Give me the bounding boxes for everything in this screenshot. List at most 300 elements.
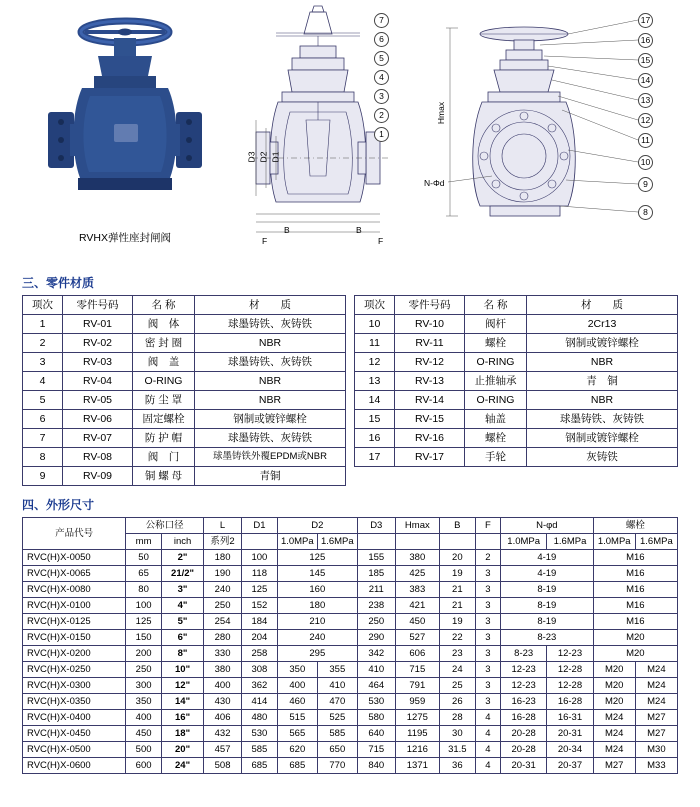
valve-section-drawing bbox=[248, 0, 428, 250]
cell-bolt-high: M24 bbox=[635, 678, 677, 694]
cell-d1: 685 bbox=[242, 758, 278, 774]
cell-material: 球墨铸铁、灰铸铁 bbox=[195, 315, 346, 334]
cell-bolt-low: M24 bbox=[593, 710, 635, 726]
col-code: 零件号码 bbox=[63, 296, 133, 315]
callout-14: 14 bbox=[638, 73, 653, 88]
cell-material: NBR bbox=[527, 353, 678, 372]
cell-inch: 6" bbox=[161, 630, 203, 646]
cell-name: 阀 门 bbox=[133, 448, 195, 467]
cell-bolt-low: M20 bbox=[593, 678, 635, 694]
dim-label-f-left: F bbox=[262, 236, 268, 246]
table-row bbox=[23, 726, 678, 742]
callout-13: 13 bbox=[638, 93, 653, 108]
cell-nd-low: 16-23 bbox=[501, 694, 547, 710]
cell-material: 灰铸铁 bbox=[527, 448, 678, 467]
cell-f: 4 bbox=[475, 742, 500, 758]
cell-d2-low: 400 bbox=[277, 678, 317, 694]
cell-no: 5 bbox=[23, 391, 63, 410]
cell-nd-low: 20-28 bbox=[501, 726, 547, 742]
cell-nd-high: 12-28 bbox=[547, 678, 593, 694]
cell-f: 2 bbox=[475, 550, 500, 566]
cell-l: 330 bbox=[204, 646, 242, 662]
cell-empty bbox=[355, 467, 395, 486]
table-row bbox=[23, 353, 346, 372]
cell-material: 2Cr13 bbox=[527, 315, 678, 334]
cell-code: RV-14 bbox=[395, 391, 465, 410]
cell-bolt-low: M24 bbox=[593, 742, 635, 758]
col-mm: mm bbox=[126, 534, 162, 550]
cell-material: 球墨铸铁、灰铸铁 bbox=[195, 429, 346, 448]
cell-name: 螺栓 bbox=[465, 334, 527, 353]
cell-d3: 155 bbox=[357, 550, 395, 566]
col-b-blank bbox=[439, 534, 475, 550]
callout-6: 6 bbox=[374, 32, 389, 47]
cell-d1: 184 bbox=[242, 614, 278, 630]
cell-hmax: 1275 bbox=[395, 710, 439, 726]
cell-mm: 450 bbox=[126, 726, 162, 742]
cell-name: 手轮 bbox=[465, 448, 527, 467]
dim-label-d2: D2 bbox=[258, 151, 269, 163]
cell-mm: 50 bbox=[126, 550, 162, 566]
table-row bbox=[23, 614, 678, 630]
cell-b: 24 bbox=[439, 662, 475, 678]
cell-bolt: M20 bbox=[593, 630, 677, 646]
cell-bolt-high: M24 bbox=[635, 662, 677, 678]
table-row bbox=[355, 353, 678, 372]
cell-d1: 308 bbox=[242, 662, 278, 678]
valve-section-figure bbox=[248, 0, 428, 250]
col-d2-low: 1.0MPa bbox=[277, 534, 317, 550]
cell-l: 380 bbox=[204, 662, 242, 678]
col-no: 项次 bbox=[23, 296, 63, 315]
cell-name: 固定螺栓 bbox=[133, 410, 195, 429]
cell-b: 21 bbox=[439, 598, 475, 614]
col-l-sub: 系列2 bbox=[204, 534, 242, 550]
table-row bbox=[23, 582, 678, 598]
cell-code: RV-02 bbox=[63, 334, 133, 353]
dim-label-b-left: B bbox=[284, 225, 290, 235]
cell-inch: 14" bbox=[161, 694, 203, 710]
cell-d2-high: 770 bbox=[317, 758, 357, 774]
cell-code: RVC(H)X-0050 bbox=[23, 550, 126, 566]
cell-mm: 500 bbox=[126, 742, 162, 758]
cell-mm: 65 bbox=[126, 566, 162, 582]
cell-d1: 362 bbox=[242, 678, 278, 694]
table-row bbox=[23, 467, 346, 486]
cell-d3: 250 bbox=[357, 614, 395, 630]
cell-bolt-low: M20 bbox=[593, 662, 635, 678]
valve-photo bbox=[10, 0, 240, 228]
cell-code: RV-15 bbox=[395, 410, 465, 429]
cell-l: 457 bbox=[204, 742, 242, 758]
table-row-empty bbox=[355, 467, 678, 486]
photo-caption: RVHX弹性座封闸阀 bbox=[79, 232, 171, 244]
cell-l: 432 bbox=[204, 726, 242, 742]
cell-l: 400 bbox=[204, 678, 242, 694]
cell-bolt-high: M24 bbox=[635, 694, 677, 710]
cell-b: 23 bbox=[439, 646, 475, 662]
cell-d2-low: 685 bbox=[277, 758, 317, 774]
cell-d3: 840 bbox=[357, 758, 395, 774]
cell-d2: 240 bbox=[277, 630, 357, 646]
cell-hmax: 791 bbox=[395, 678, 439, 694]
cell-nd-low: 8-23 bbox=[501, 646, 547, 662]
cell-b: 31.5 bbox=[439, 742, 475, 758]
cell-inch: 21/2" bbox=[161, 566, 203, 582]
cell-d1: 414 bbox=[242, 694, 278, 710]
col-b: B bbox=[439, 518, 475, 534]
cell-no: 4 bbox=[23, 372, 63, 391]
col-bolt-high: 1.6MPa bbox=[635, 534, 677, 550]
cell-inch: 16" bbox=[161, 710, 203, 726]
cell-no: 12 bbox=[355, 353, 395, 372]
callout-16: 16 bbox=[638, 33, 653, 48]
callout-5: 5 bbox=[374, 51, 389, 66]
cell-f: 3 bbox=[475, 598, 500, 614]
cell-inch: 4" bbox=[161, 598, 203, 614]
cell-hmax: 715 bbox=[395, 662, 439, 678]
callout-3: 3 bbox=[374, 89, 389, 104]
cell-nd: 8-23 bbox=[501, 630, 594, 646]
cell-material: 钢制或镀锌螺栓 bbox=[195, 410, 346, 429]
cell-d1: 530 bbox=[242, 726, 278, 742]
table-row bbox=[355, 372, 678, 391]
section-3-title: 三、零件材质 bbox=[22, 276, 95, 290]
cell-code: RVC(H)X-0200 bbox=[23, 646, 126, 662]
cell-code: RV-09 bbox=[63, 467, 133, 486]
cell-bolt: M16 bbox=[593, 566, 677, 582]
cell-l: 430 bbox=[204, 694, 242, 710]
dim-label-f-right: F bbox=[378, 236, 384, 246]
cell-mm: 200 bbox=[126, 646, 162, 662]
cell-material: NBR bbox=[195, 334, 346, 353]
cell-inch: 8" bbox=[161, 646, 203, 662]
col-d1: D1 bbox=[242, 518, 278, 534]
cell-inch: 24" bbox=[161, 758, 203, 774]
cell-l: 190 bbox=[204, 566, 242, 582]
table-header-row bbox=[355, 296, 678, 315]
cell-l: 180 bbox=[204, 550, 242, 566]
figure-area bbox=[0, 0, 700, 268]
cell-d2: 145 bbox=[277, 566, 357, 582]
cell-mm: 350 bbox=[126, 694, 162, 710]
cell-l: 250 bbox=[204, 598, 242, 614]
cell-b: 19 bbox=[439, 566, 475, 582]
table-row bbox=[23, 758, 678, 774]
table-row bbox=[23, 662, 678, 678]
cell-f: 3 bbox=[475, 614, 500, 630]
cell-bolt-high: M27 bbox=[635, 726, 677, 742]
cell-d2-high: 585 bbox=[317, 726, 357, 742]
cell-d3: 580 bbox=[357, 710, 395, 726]
cell-material: NBR bbox=[195, 372, 346, 391]
cell-nd: 8-19 bbox=[501, 614, 594, 630]
cell-hmax: 527 bbox=[395, 630, 439, 646]
cell-code: RVC(H)X-0125 bbox=[23, 614, 126, 630]
cell-mm: 150 bbox=[126, 630, 162, 646]
cell-f: 4 bbox=[475, 710, 500, 726]
cell-name: 阀 盖 bbox=[133, 353, 195, 372]
cell-d2-low: 565 bbox=[277, 726, 317, 742]
dim-label-d3: D3 bbox=[246, 151, 257, 163]
cell-no: 15 bbox=[355, 410, 395, 429]
cell-d2-high: 410 bbox=[317, 678, 357, 694]
col-nd: N-φd bbox=[501, 518, 594, 534]
table-row bbox=[23, 710, 678, 726]
valve-photo-figure bbox=[10, 0, 240, 245]
col-hmax: Hmax bbox=[395, 518, 439, 534]
callout-9: 9 bbox=[638, 177, 653, 192]
cell-l: 406 bbox=[204, 710, 242, 726]
cell-hmax: 383 bbox=[395, 582, 439, 598]
cell-d3: 185 bbox=[357, 566, 395, 582]
cell-hmax: 421 bbox=[395, 598, 439, 614]
cell-l: 254 bbox=[204, 614, 242, 630]
table-row bbox=[23, 410, 346, 429]
cell-b: 19 bbox=[439, 614, 475, 630]
dim-label-b-right: B bbox=[356, 225, 362, 235]
cell-b: 30 bbox=[439, 726, 475, 742]
cell-name: 密 封 圈 bbox=[133, 334, 195, 353]
cell-code: RV-11 bbox=[395, 334, 465, 353]
dims-body bbox=[23, 550, 678, 774]
cell-b: 25 bbox=[439, 678, 475, 694]
cell-d1: 480 bbox=[242, 710, 278, 726]
cell-d1: 585 bbox=[242, 742, 278, 758]
cell-d3: 530 bbox=[357, 694, 395, 710]
cell-empty bbox=[465, 467, 527, 486]
col-f-blank bbox=[475, 534, 500, 550]
cell-b: 28 bbox=[439, 710, 475, 726]
cell-material: 钢制或镀锌螺栓 bbox=[527, 429, 678, 448]
cell-hmax: 1216 bbox=[395, 742, 439, 758]
cell-material: 球墨铸铁外覆EPDM或NBR bbox=[195, 448, 346, 467]
cell-name: 螺栓 bbox=[465, 429, 527, 448]
col-inch: inch bbox=[161, 534, 203, 550]
cell-material: 青铜 bbox=[195, 467, 346, 486]
cell-d2-low: 620 bbox=[277, 742, 317, 758]
cell-inch: 3" bbox=[161, 582, 203, 598]
cell-hmax: 959 bbox=[395, 694, 439, 710]
table-row bbox=[355, 429, 678, 448]
cell-empty bbox=[527, 467, 678, 486]
table-row bbox=[23, 550, 678, 566]
cell-no: 8 bbox=[23, 448, 63, 467]
table-row bbox=[23, 566, 678, 582]
callout-17: 17 bbox=[638, 13, 653, 28]
cell-d1: 152 bbox=[242, 598, 278, 614]
col-d1-blank bbox=[242, 534, 278, 550]
cell-code: RVC(H)X-0100 bbox=[23, 598, 126, 614]
cell-f: 3 bbox=[475, 582, 500, 598]
col-bolt-low: 1.0MPa bbox=[593, 534, 635, 550]
cell-d2: 295 bbox=[277, 646, 357, 662]
cell-d2: 125 bbox=[277, 550, 357, 566]
cell-d3: 342 bbox=[357, 646, 395, 662]
cell-material: NBR bbox=[195, 391, 346, 410]
col-nd-high: 1.6MPa bbox=[547, 534, 593, 550]
cell-no: 3 bbox=[23, 353, 63, 372]
cell-nd-high: 12-23 bbox=[547, 646, 593, 662]
dim-label-d1: D1 bbox=[270, 151, 281, 163]
cell-mm: 100 bbox=[126, 598, 162, 614]
cell-f: 4 bbox=[475, 758, 500, 774]
cell-nd-low: 12-23 bbox=[501, 678, 547, 694]
table-header-row bbox=[23, 296, 346, 315]
cell-b: 20 bbox=[439, 550, 475, 566]
callout-12: 12 bbox=[638, 113, 653, 128]
parts-table-left bbox=[22, 295, 346, 486]
cell-d1: 100 bbox=[242, 550, 278, 566]
cell-material: 钢制或镀锌螺栓 bbox=[527, 334, 678, 353]
cell-d1: 204 bbox=[242, 630, 278, 646]
cell-name: 阀 体 bbox=[133, 315, 195, 334]
cell-code: RVC(H)X-0400 bbox=[23, 710, 126, 726]
cell-d2-low: 350 bbox=[277, 662, 317, 678]
table-row bbox=[23, 429, 346, 448]
table-row bbox=[23, 315, 346, 334]
cell-code: RV-04 bbox=[63, 372, 133, 391]
cell-bolt-low: M27 bbox=[593, 758, 635, 774]
table-row bbox=[23, 598, 678, 614]
cell-f: 3 bbox=[475, 694, 500, 710]
section-4-title: 四、外形尺寸 bbox=[22, 498, 95, 512]
cell-l: 280 bbox=[204, 630, 242, 646]
cell-no: 16 bbox=[355, 429, 395, 448]
cell-name: O-RING bbox=[465, 391, 527, 410]
col-nominal-diameter: 公称口径 bbox=[126, 518, 204, 534]
dims-header-row-1 bbox=[23, 518, 678, 534]
cell-nd-low: 20-31 bbox=[501, 758, 547, 774]
cell-d3: 238 bbox=[357, 598, 395, 614]
cell-code: RV-05 bbox=[63, 391, 133, 410]
cell-nd-high: 20-31 bbox=[547, 726, 593, 742]
cell-hmax: 425 bbox=[395, 566, 439, 582]
cell-no: 2 bbox=[23, 334, 63, 353]
cell-f: 4 bbox=[475, 726, 500, 742]
cell-f: 3 bbox=[475, 566, 500, 582]
cell-d2: 210 bbox=[277, 614, 357, 630]
cell-empty bbox=[395, 467, 465, 486]
cell-inch: 2" bbox=[161, 550, 203, 566]
cell-d3: 211 bbox=[357, 582, 395, 598]
cell-d3: 715 bbox=[357, 742, 395, 758]
cell-inch: 12" bbox=[161, 678, 203, 694]
cell-bolt-high: M27 bbox=[635, 710, 677, 726]
callout-2: 2 bbox=[374, 108, 389, 123]
cell-bolt: M16 bbox=[593, 582, 677, 598]
cell-f: 3 bbox=[475, 678, 500, 694]
cell-b: 21 bbox=[439, 582, 475, 598]
cell-material: NBR bbox=[527, 391, 678, 410]
cell-no: 13 bbox=[355, 372, 395, 391]
cell-code: RVC(H)X-0250 bbox=[23, 662, 126, 678]
cell-no: 1 bbox=[23, 315, 63, 334]
callout-11: 11 bbox=[638, 133, 653, 148]
table-row bbox=[23, 630, 678, 646]
dimensions-table bbox=[22, 517, 678, 774]
cell-code: RV-06 bbox=[63, 410, 133, 429]
cell-bolt: M20 bbox=[593, 646, 677, 662]
cell-inch: 20" bbox=[161, 742, 203, 758]
table-row bbox=[355, 391, 678, 410]
cell-d2-low: 460 bbox=[277, 694, 317, 710]
cell-name: 阀杆 bbox=[465, 315, 527, 334]
cell-bolt: M16 bbox=[593, 550, 677, 566]
cell-name: 轴盖 bbox=[465, 410, 527, 429]
cell-nd: 4-19 bbox=[501, 566, 594, 582]
cell-code: RVC(H)X-0350 bbox=[23, 694, 126, 710]
cell-no: 17 bbox=[355, 448, 395, 467]
callout-15: 15 bbox=[638, 53, 653, 68]
cell-no: 14 bbox=[355, 391, 395, 410]
cell-nd: 4-19 bbox=[501, 550, 594, 566]
cell-l: 508 bbox=[204, 758, 242, 774]
table-row bbox=[23, 742, 678, 758]
cell-no: 10 bbox=[355, 315, 395, 334]
callout-7: 7 bbox=[374, 13, 389, 28]
cell-b: 36 bbox=[439, 758, 475, 774]
col-nd-low: 1.0MPa bbox=[501, 534, 547, 550]
cell-bolt-high: M30 bbox=[635, 742, 677, 758]
cell-d1: 258 bbox=[242, 646, 278, 662]
cell-name: O-RING bbox=[133, 372, 195, 391]
col-no: 项次 bbox=[355, 296, 395, 315]
cell-nd-high: 20-37 bbox=[547, 758, 593, 774]
cell-inch: 18" bbox=[161, 726, 203, 742]
cell-d3: 290 bbox=[357, 630, 395, 646]
table-row bbox=[23, 391, 346, 410]
cell-no: 6 bbox=[23, 410, 63, 429]
cell-no: 11 bbox=[355, 334, 395, 353]
dim-label-nd: N-Φd bbox=[424, 178, 445, 188]
col-name: 名 称 bbox=[133, 296, 195, 315]
cell-material: 球墨铸铁、灰铸铁 bbox=[527, 410, 678, 429]
cell-d3: 410 bbox=[357, 662, 395, 678]
cell-l: 240 bbox=[204, 582, 242, 598]
cell-bolt-low: M24 bbox=[593, 726, 635, 742]
cell-code: RVC(H)X-0080 bbox=[23, 582, 126, 598]
cell-nd-low: 20-28 bbox=[501, 742, 547, 758]
cell-nd-low: 16-28 bbox=[501, 710, 547, 726]
cell-hmax: 450 bbox=[395, 614, 439, 630]
cell-d2-high: 525 bbox=[317, 710, 357, 726]
cell-d2-low: 515 bbox=[277, 710, 317, 726]
table-row bbox=[23, 694, 678, 710]
cell-d3: 640 bbox=[357, 726, 395, 742]
cell-d2-high: 470 bbox=[317, 694, 357, 710]
cell-b: 22 bbox=[439, 630, 475, 646]
col-material: 材 质 bbox=[527, 296, 678, 315]
cell-d2-high: 650 bbox=[317, 742, 357, 758]
cell-hmax: 1371 bbox=[395, 758, 439, 774]
parts-material-tables bbox=[0, 295, 700, 486]
cell-code: RV-10 bbox=[395, 315, 465, 334]
col-hmax-blank bbox=[395, 534, 439, 550]
col-d3: D3 bbox=[357, 518, 395, 534]
col-name: 名 称 bbox=[465, 296, 527, 315]
cell-inch: 10" bbox=[161, 662, 203, 678]
cell-d2-high: 355 bbox=[317, 662, 357, 678]
callout-1: 1 bbox=[374, 127, 389, 142]
cell-nd-high: 16-31 bbox=[547, 710, 593, 726]
cell-code: RV-12 bbox=[395, 353, 465, 372]
cell-d2: 180 bbox=[277, 598, 357, 614]
cell-f: 3 bbox=[475, 662, 500, 678]
cell-no: 7 bbox=[23, 429, 63, 448]
table-row bbox=[355, 410, 678, 429]
table-row bbox=[23, 678, 678, 694]
